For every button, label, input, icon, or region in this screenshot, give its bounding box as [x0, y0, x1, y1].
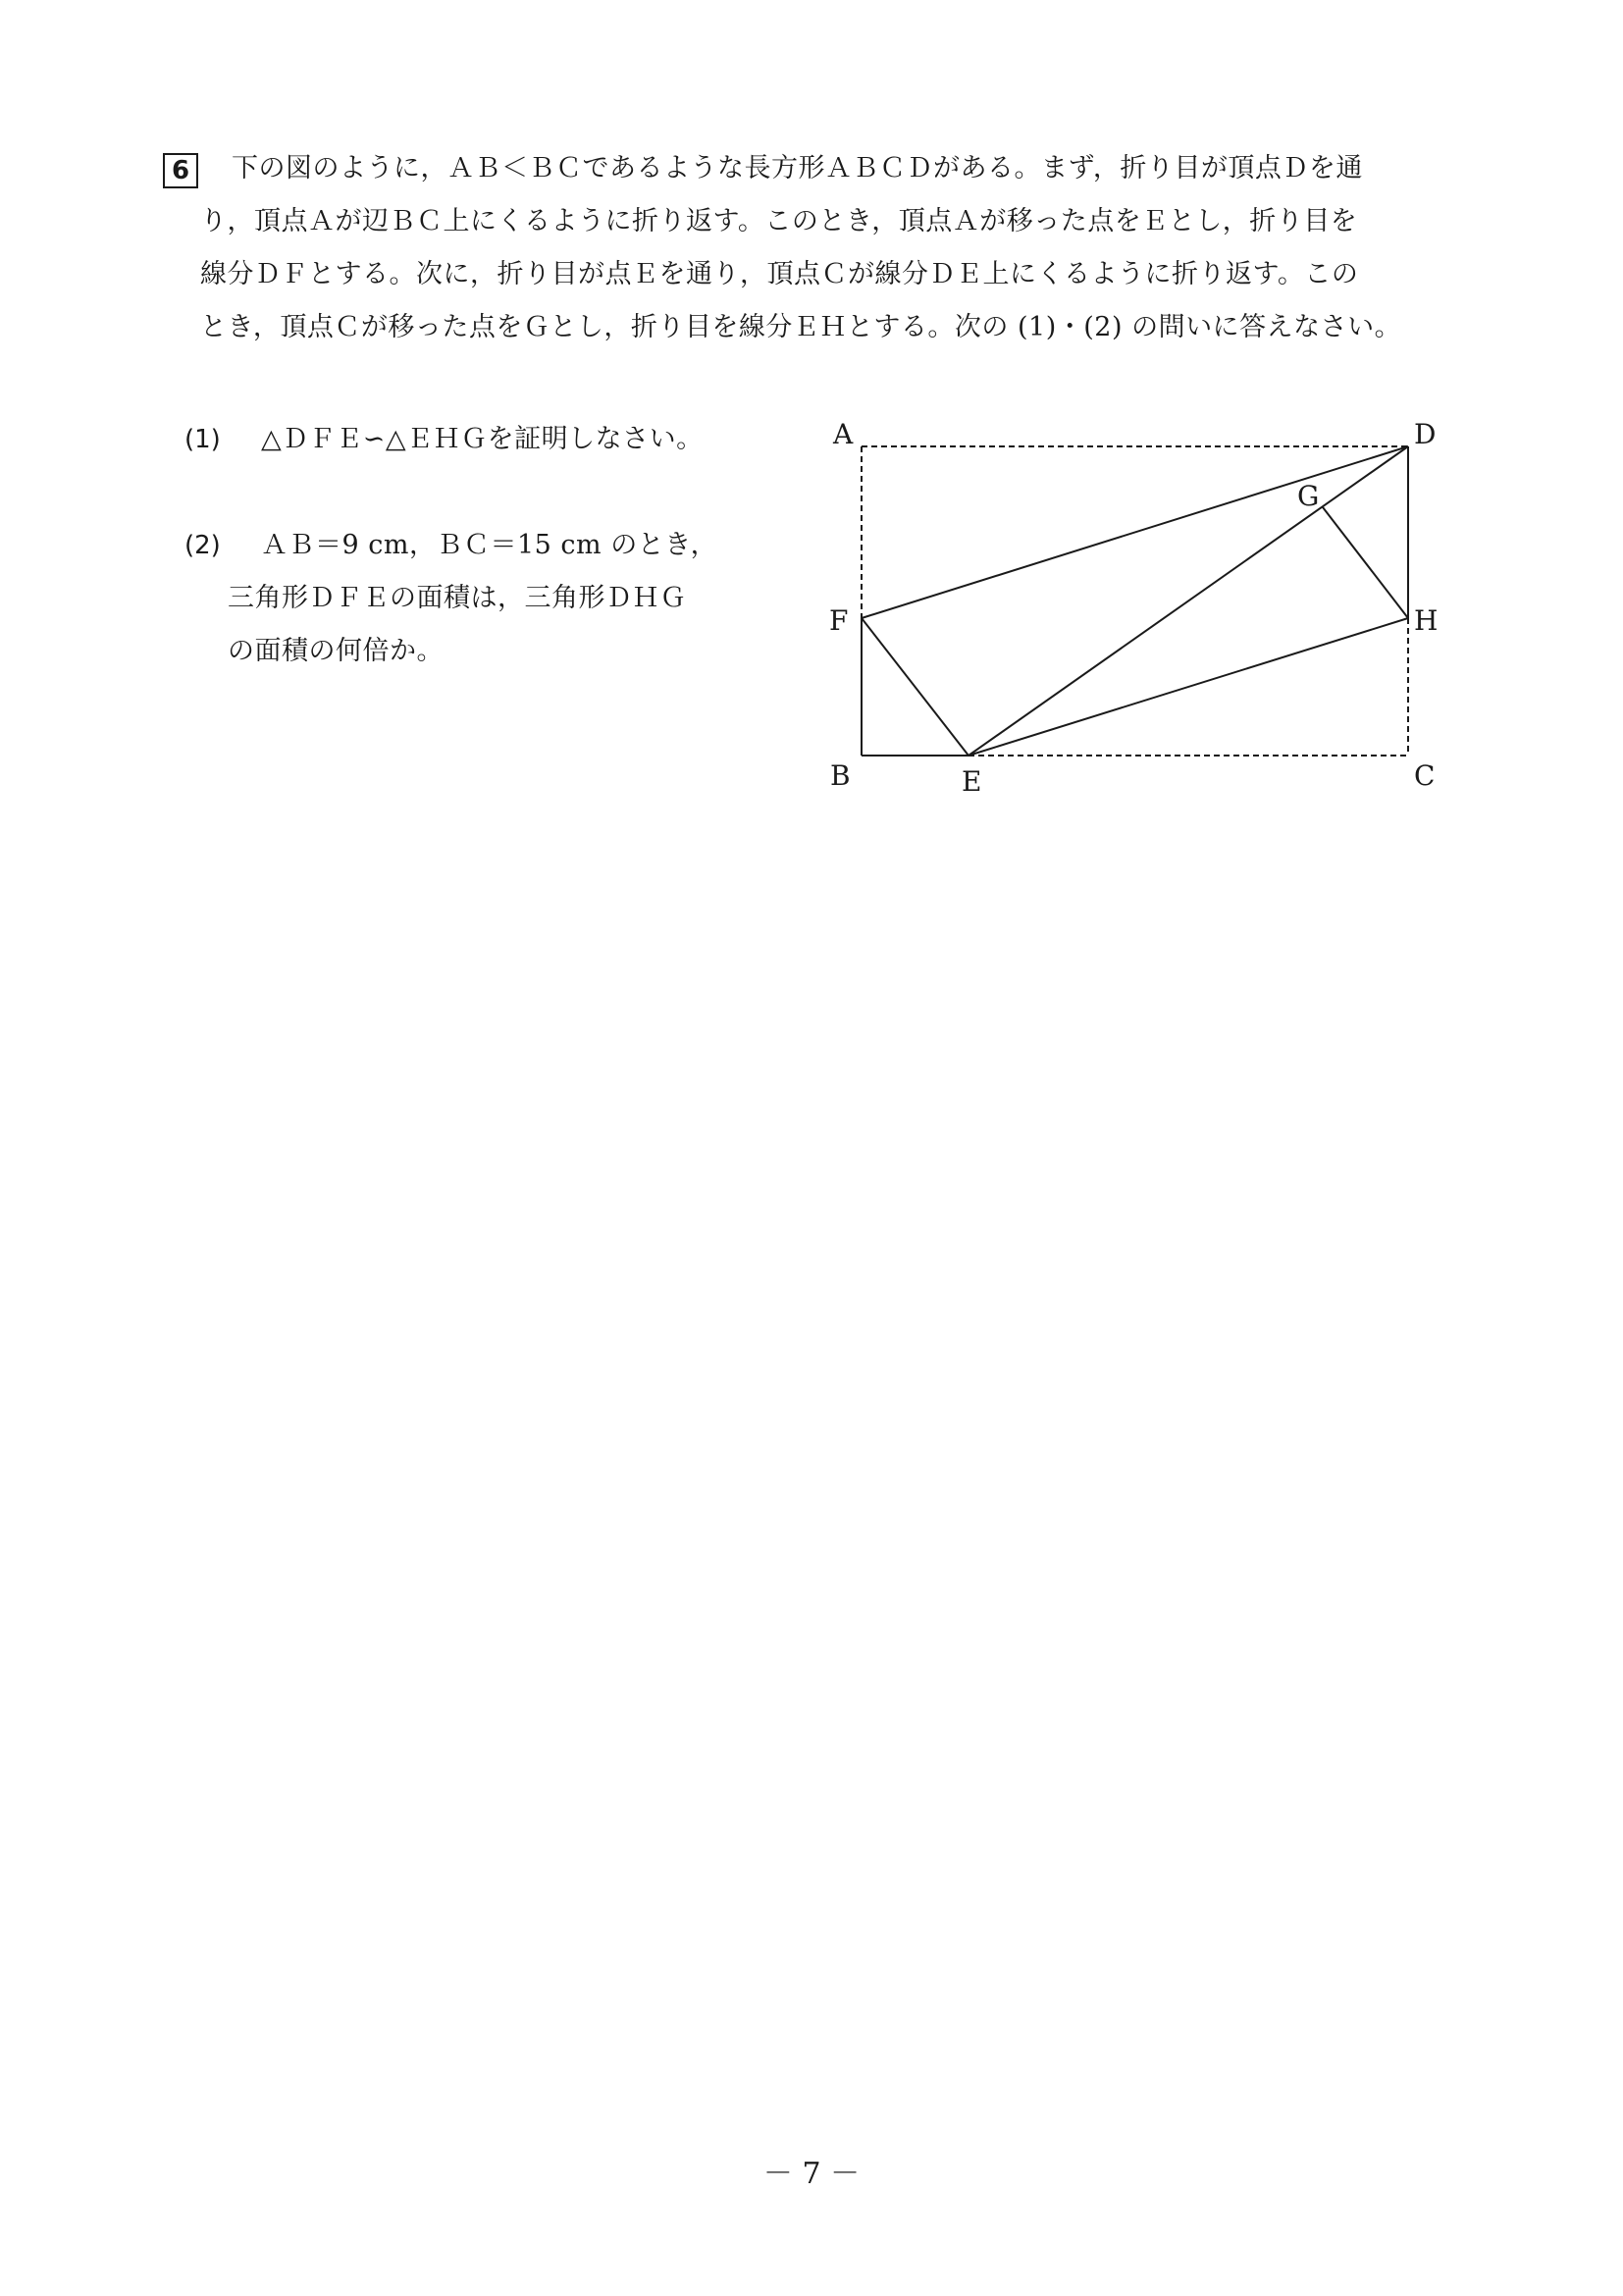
problem-text-line-3: 線分ＤＦとする。次に，折り目が点Ｅを通り，頂点Ｃが線分ＤＥ上にくるように折り返す。この: [200, 259, 1359, 289]
question-2-text-line-1: ＡＢ＝9 cm，ＢＣ＝15 cm のとき，: [261, 530, 718, 560]
geometry-figure: [814, 412, 1452, 805]
label-C: C: [1414, 759, 1436, 792]
segment-FE: [862, 618, 969, 756]
label-B: B: [830, 759, 851, 792]
question-2-number: (2): [184, 531, 221, 560]
label-E: E: [962, 765, 982, 798]
segment-ED: [969, 446, 1408, 756]
problem-text-line-2: り，頂点Ａが辺ＢＣ上にくるように折り返す。このとき，頂点Ａが移った点をＥとし，折り目を: [200, 206, 1358, 236]
question-2-text-line-3: の面積の何倍か。: [228, 636, 444, 666]
label-G: G: [1297, 480, 1320, 512]
segment-EH: [969, 618, 1408, 756]
problem-text-line-1: 下の図のように，ＡＢ＜ＢＣであるような長方形ＡＢＣＤがある。まず，折り目が頂点Ｄを通: [232, 153, 1363, 183]
label-D: D: [1414, 418, 1437, 450]
question-1-number: (1): [184, 425, 221, 454]
problem-text-line-4: とき，頂点Ｃが移った点をＧとし，折り目を線分ＥＨとする。次の (1)・(2) の問いに答えなさい。: [200, 312, 1402, 342]
label-H: H: [1414, 604, 1439, 637]
segment-DF: [862, 446, 1408, 618]
question-2-text-line-2: 三角形ＤＦＥの面積は，三角形ＤＨＧ: [228, 583, 687, 613]
label-A: A: [833, 418, 854, 450]
label-F: F: [829, 604, 849, 637]
question-1-text: △ＤＦＥ∽△ＥＨＧを証明しなさい。: [261, 424, 704, 454]
segment-GH: [1323, 507, 1408, 618]
page-number: － 7 －: [762, 2157, 861, 2191]
problem-number: 6: [163, 153, 198, 188]
